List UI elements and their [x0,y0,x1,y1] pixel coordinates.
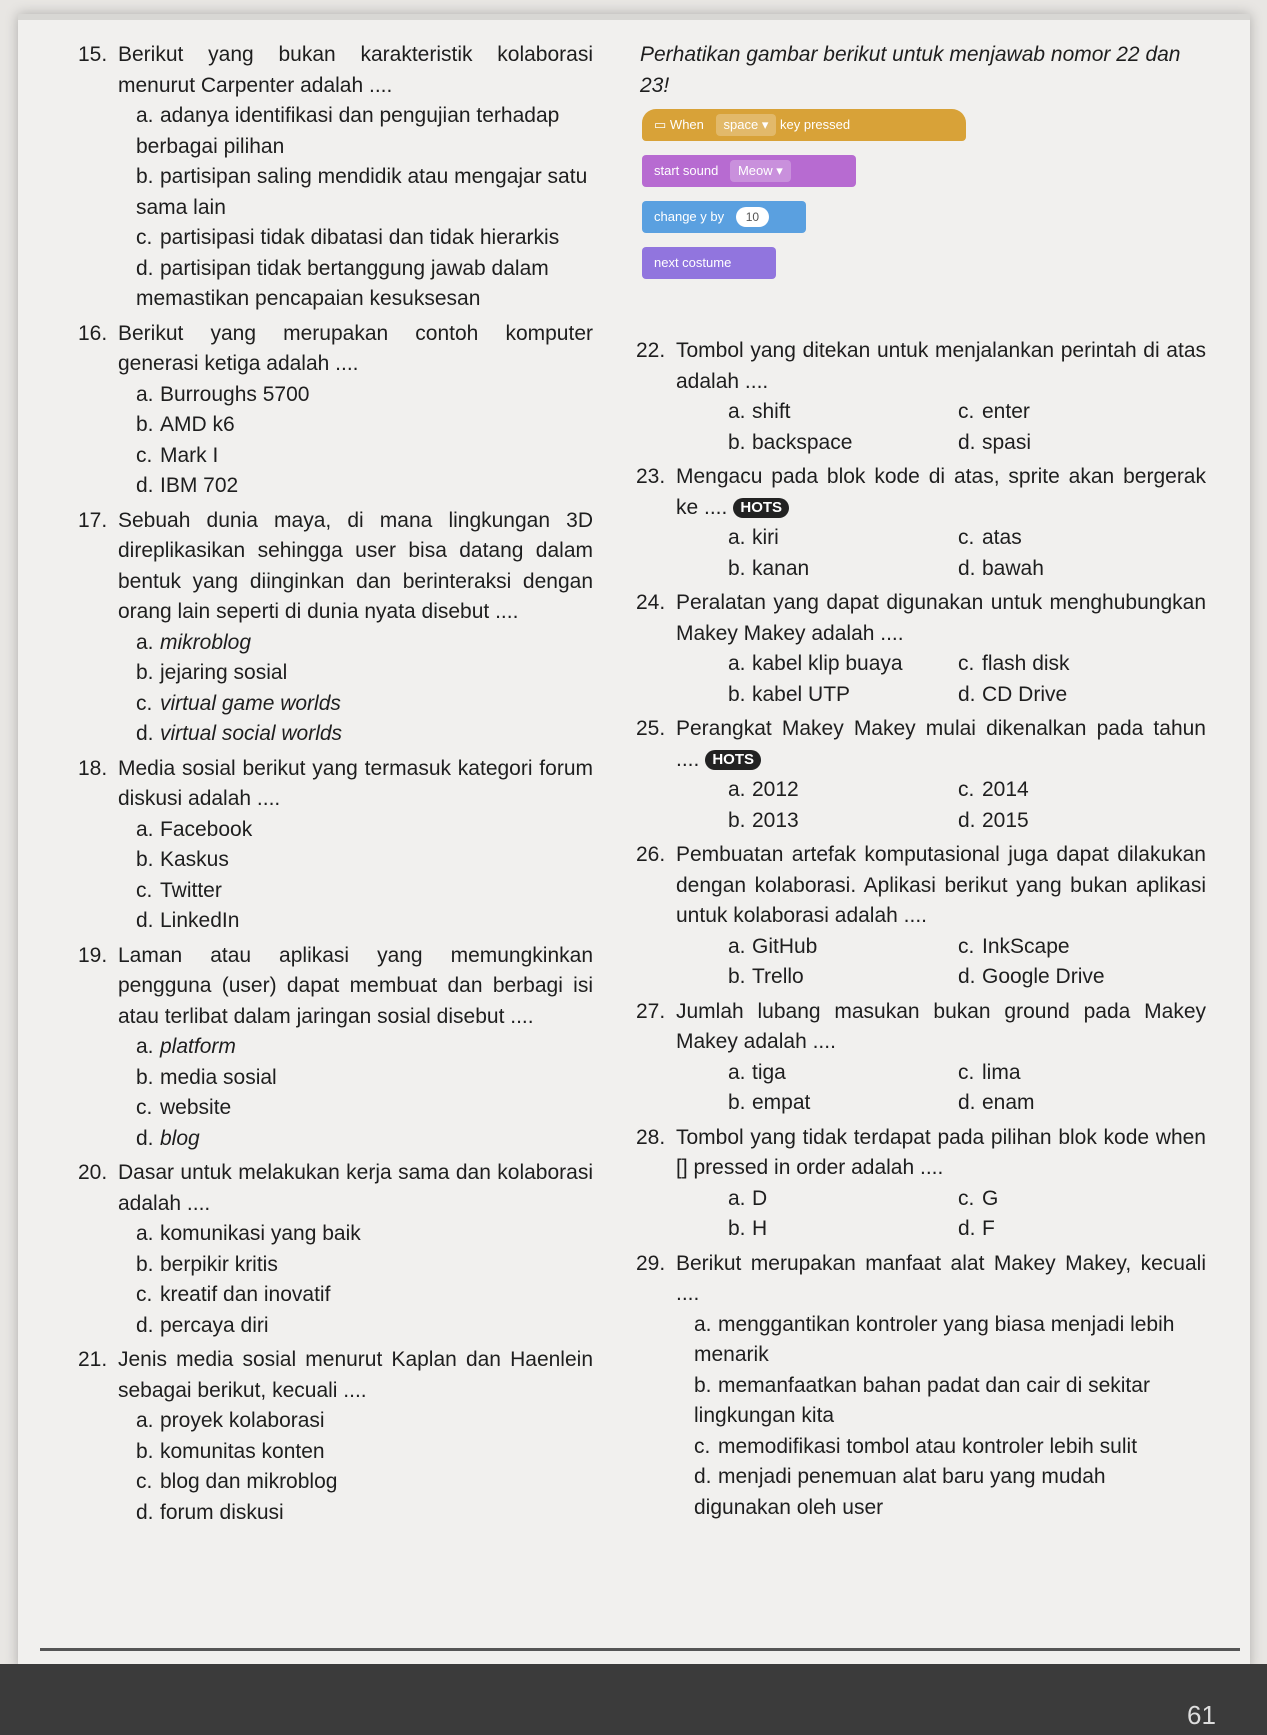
answer-option [728,962,958,993]
option-label: b. [694,1373,712,1397]
answer-options [118,1406,593,1528]
question-text-content: Peralatan yang dapat digunakan untuk menghubungkan Makey Makey adalah .... [676,591,1206,645]
option-text: backspace [752,430,853,454]
option-label: c. [136,1283,153,1306]
question-number: 29. [636,1251,666,1275]
option-label: c. [958,652,975,675]
option-label: b. [136,165,154,188]
change-y-block [642,201,806,233]
option-text: AMD k6 [160,413,235,436]
question-text-content: Tombol yang ditekan untuk menjalankan perintah di atas adalah .... [676,339,1206,393]
question-text-content: Mengacu pada blok kode di atas, sprite akan bergerak ke .... [676,465,1206,519]
answer-option [694,1432,1206,1463]
option-label: b. [728,430,746,454]
option-label: b. [728,556,746,580]
hots-badge: HOTS [733,498,789,518]
change-y-value: 10 [736,207,769,227]
option-label: a. [136,1222,154,1245]
question-text-content: Berikut merupakan manfaat alat Makey Makey, kecuali .... [676,1251,1206,1305]
question-15 [78,40,593,315]
option-label: c. [958,934,975,958]
option-text: GitHub [752,934,818,958]
answer-option [136,689,593,720]
question-22 [636,336,1206,458]
option-label: d. [136,1313,154,1337]
option-text: F [982,1217,995,1240]
option-label: b. [136,661,154,684]
option-label: d. [958,965,976,988]
option-text: komunitas konten [160,1439,325,1463]
sound-dropdown [730,160,791,182]
option-label: b. [728,1091,746,1114]
question-text [676,1249,1206,1310]
answer-option [728,1058,958,1089]
option-label: a. [728,652,746,675]
answer-option [136,254,593,315]
question-24 [636,588,1206,710]
option-label: a. [728,934,746,958]
answer-option [958,649,1206,680]
option-label: c. [958,526,975,549]
answer-option [136,410,593,441]
option-text: 2013 [752,808,799,832]
option-label: a. [728,400,746,423]
answer-options [676,1058,1206,1119]
key-pressed-label: key pressed [780,117,851,132]
option-text: LinkedIn [160,909,240,932]
option-label: d. [136,722,154,745]
question-text-content: Perangkat Makey Makey mulai dikenalkan pada tahun .... [676,717,1206,771]
question-number: 20. [78,1161,108,1184]
option-label: d. [136,256,154,280]
answer-options [118,815,593,937]
option-text: enter [982,400,1030,423]
flag-icon: ▭ [654,117,667,132]
option-label: b. [136,413,154,436]
question-number: 22. [636,339,666,362]
option-text: kiri [752,526,779,549]
question-text [676,336,1206,397]
question-21 [78,1345,593,1528]
option-label: c. [958,1060,975,1084]
answer-option [136,1032,593,1063]
question-20 [78,1158,593,1341]
answer-option [958,962,1206,993]
option-text: komunikasi yang baik [160,1222,361,1245]
figure-instruction: Perhatikan gambar berikut untuk menjawab nomor 22 dan 23! [640,43,1181,97]
answer-option [136,719,593,750]
option-text: menggantikan kontroler yang biasa menjadi lebih menarik [694,1312,1175,1366]
question-number: 19. [78,943,108,967]
option-label: c. [958,1186,975,1210]
option-text: website [160,1096,232,1119]
option-text: lima [982,1060,1021,1084]
answer-option [136,1406,593,1437]
answer-option [136,1093,593,1124]
hots-badge: HOTS [705,750,761,770]
question-28 [636,1123,1206,1245]
question-text [676,714,1206,775]
option-text: Burroughs 5700 [160,382,310,406]
option-text: partisipan tidak bertanggung jawab dalam memastikan pencapaian kesuksesan [136,256,549,310]
option-label: a. [728,778,746,801]
answer-options [118,1219,593,1341]
answer-option [136,1467,593,1498]
option-label: c. [136,443,153,467]
option-text: Twitter [160,878,222,902]
answer-option [136,380,593,411]
option-label: b. [136,848,154,871]
option-label: a. [694,1312,712,1336]
option-text: media sosial [160,1065,277,1089]
start-sound-block [642,155,856,187]
question-text [118,754,593,815]
option-label: d. [136,1500,154,1524]
option-text: virtual social worlds [160,722,343,745]
answer-options [676,523,1206,584]
option-text: Google Drive [982,965,1105,988]
answer-option [728,397,958,428]
answer-option [728,806,958,837]
option-text: platform [160,1035,236,1058]
when-label: When [669,117,704,132]
answer-option [958,775,1206,806]
question-text [676,588,1206,649]
answer-option [958,397,1206,428]
scratch-code-figure [642,109,1206,324]
option-label: c. [136,878,153,902]
question-text-content: Berikut yang merupakan contoh komputer generasi ketiga adalah .... [118,321,593,375]
option-text: blog [160,1126,200,1150]
question-number: 28. [636,1125,666,1149]
question-number: 24. [636,591,666,614]
answer-option [136,845,593,876]
option-label: d. [136,474,154,497]
question-text-content: Pembuatan artefak komputasional juga dapat dilakukan dengan kolaborasi. Aplikasi berikut yang bukan aplikasi untuk kolaborasi adalah .... [676,843,1206,927]
option-label: c. [958,778,975,801]
answer-option [958,428,1206,459]
question-text-content: Media sosial berikut yang termasuk kategori forum diskusi adalah .... [118,756,593,810]
answer-option [958,1214,1206,1245]
option-label: c. [136,1096,153,1119]
question-number: 26. [636,843,666,866]
option-label: a. [728,1186,746,1210]
answer-option [136,223,593,254]
question-text-content: Berikut yang bukan karakteristik kolaborasi menurut Carpenter adalah .... [118,43,593,97]
sound-value: Meow [737,163,773,178]
option-label: d. [136,909,154,932]
start-sound-label: start sound [654,163,719,178]
option-text: virtual game worlds [160,691,341,715]
option-text: empat [752,1091,811,1114]
option-text: Kaskus [160,848,229,871]
option-text: kabel klip buaya [752,652,903,675]
answer-option [958,806,1206,837]
option-label: b. [728,682,746,706]
answer-option [728,523,958,554]
question-text-content: Laman atau aplikasi yang memungkinkan pengguna (user) dapat membuat dan berbagi isi atau terlibat dalam jaringan sosial disebut .... [118,943,593,1028]
option-text: InkScape [982,934,1070,958]
option-label: a. [136,1035,154,1058]
page-number: 61 [1187,1700,1216,1730]
option-text: percaya diri [160,1313,269,1337]
option-label: a. [136,382,154,406]
answer-options [676,775,1206,836]
key-dropdown [716,114,777,136]
answer-option [958,1184,1206,1215]
question-text [676,462,1206,523]
key-value: space [723,117,759,132]
option-text: forum diskusi [160,1500,284,1524]
question-text [676,840,1206,932]
option-text: 2015 [982,808,1029,832]
question-text-content: Dasar untuk melakukan kerja sama dan kolaborasi adalah .... [118,1161,593,1215]
option-text: D [752,1186,768,1210]
option-text: berpikir kritis [160,1252,278,1276]
answer-option [136,1063,593,1094]
answer-option [136,101,593,162]
option-text: enam [982,1091,1035,1114]
option-label: d. [136,1126,154,1150]
option-label: a. [136,817,154,841]
option-label: d. [958,430,976,454]
answer-option [694,1310,1206,1371]
question-19 [78,941,593,1155]
option-text: kanan [752,556,810,580]
option-text: memanfaatkan bahan padat dan cair di sekitar lingkungan kita [694,1373,1150,1427]
question-26 [636,840,1206,993]
question-text [118,941,593,1033]
question-number: 25. [636,717,666,740]
option-label: c. [958,400,975,423]
question-text [676,1123,1206,1184]
option-label: d. [958,1091,976,1114]
answer-option [728,932,958,963]
answer-option [728,1214,958,1245]
option-label: c. [136,691,153,715]
option-text: jejaring sosial [160,661,288,684]
option-text: flash disk [982,652,1070,675]
option-label: d. [958,556,976,580]
answer-option [694,1371,1206,1432]
option-label: a. [136,630,154,654]
answer-option [728,649,958,680]
answer-option [728,1184,958,1215]
question-number: 18. [78,756,108,780]
question-text-content: Tombol yang tidak terdapat pada pilihan blok kode when [] pressed in order adalah .... [676,1125,1206,1179]
option-text: kreatif dan inovatif [160,1283,331,1306]
option-text: mikroblog [160,630,252,654]
answer-option [136,441,593,472]
option-label: a. [136,1409,154,1432]
question-27 [636,997,1206,1119]
answer-options [676,1310,1206,1524]
question-18 [78,754,593,937]
answer-options [118,1032,593,1154]
option-text: partisipan saling mendidik atau mengajar satu sama lain [136,165,588,219]
answer-option [958,1088,1206,1119]
answer-options [118,628,593,750]
answer-option [728,680,958,711]
question-25 [636,714,1206,836]
option-text: CD Drive [982,682,1068,706]
question-text-content: Jenis media sosial menurut Kaplan dan Haenlein sebagai berikut, kecuali .... [118,1348,593,1402]
option-text: Mark I [160,443,219,467]
option-text: partisipasi tidak dibatasi dan tidak hierarkis [160,226,560,249]
option-label: c. [136,226,153,249]
option-text: proyek kolaborasi [160,1409,325,1432]
answer-option [136,1124,593,1155]
answer-option [136,876,593,907]
option-text: adanya identifikasi dan pengujian terhadap berbagai pilihan [136,104,560,158]
question-17 [78,506,593,750]
option-label: d. [958,1217,976,1240]
answer-option [136,815,593,846]
option-label: a. [136,104,154,127]
answer-option [958,554,1206,585]
option-label: b. [136,1252,154,1276]
option-text: memodifikasi tombol atau kontroler lebih sulit [718,1434,1138,1458]
answer-option [136,658,593,689]
question-text-content: Jumlah lubang masukan bukan ground pada Makey Makey adalah .... [676,999,1206,1053]
answer-options [118,380,593,502]
answer-option [728,554,958,585]
answer-option [958,523,1206,554]
option-label: c. [136,1470,153,1493]
option-text: IBM 702 [160,474,239,497]
option-label: d. [958,682,976,706]
question-number: 27. [636,999,666,1023]
answer-option [136,1219,593,1250]
question-text [118,1345,593,1406]
answer-option [136,628,593,659]
answer-option [694,1462,1206,1523]
question-number: 23. [636,465,666,488]
change-y-label: change y by [654,209,725,224]
right-column [636,40,1206,1527]
answer-option [728,775,958,806]
option-text: H [752,1217,768,1240]
answer-option [136,162,593,223]
option-label: b. [728,808,746,832]
answer-option [136,1437,593,1468]
option-text: Trello [752,965,804,988]
answer-option [136,906,593,937]
question-text [118,40,593,101]
option-text: 2014 [982,778,1029,801]
option-label: d. [958,808,976,832]
question-number: 21. [78,1348,108,1371]
option-label: b. [136,1065,154,1089]
answer-option [728,1088,958,1119]
answer-options [676,932,1206,993]
option-text: Facebook [160,817,253,841]
question-number: 15. [78,43,108,66]
next-costume-block [642,247,776,279]
option-text: G [982,1186,999,1210]
option-label: c. [694,1434,711,1458]
option-text: 2012 [752,778,799,801]
option-label: b. [728,1217,746,1240]
option-text: bawah [982,556,1044,580]
chevron-down-icon: ▾ [761,117,769,132]
answer-options [676,397,1206,458]
option-text: atas [982,526,1022,549]
question-23 [636,462,1206,584]
page-bottom-rule [40,1648,1240,1651]
answer-option [136,1250,593,1281]
question-16 [78,319,593,502]
answer-option [136,1311,593,1342]
question-text [676,997,1206,1058]
question-text-content: Sebuah dunia maya, di mana lingkungan 3D direplikasikan sehingga user bisa datang dalam bentuk yang diinginkan dan berinteraksi dengan orang lain seperti di dunia nyata disebut .... [118,508,593,623]
option-label: a. [728,1060,746,1084]
option-text: menjadi penemuan alat baru yang mudah digunakan oleh user [694,1465,1106,1519]
page-bottom-strip [0,1664,1267,1735]
question-number: 17. [78,508,108,532]
option-text: kabel UTP [752,682,851,706]
question-text [118,1158,593,1219]
option-text: blog dan mikroblog [160,1470,338,1493]
question-text [118,319,593,380]
option-text: spasi [982,430,1032,454]
answer-option [958,680,1206,711]
option-label: a. [728,526,746,549]
answer-option [728,428,958,459]
question-number: 16. [78,321,108,345]
answer-option [958,932,1206,963]
answer-option [136,471,593,502]
option-label: b. [728,965,746,988]
left-column [78,40,593,1532]
next-costume-label: next costume [654,255,732,270]
question-text [118,506,593,628]
option-text: shift [752,400,791,423]
option-label: d. [694,1465,712,1488]
answer-options [676,649,1206,710]
chevron-down-icon: ▾ [776,163,783,178]
when-key-pressed-block [642,109,966,141]
question-29 [636,1249,1206,1524]
answer-options [676,1184,1206,1245]
answer-options [118,101,593,315]
answer-option [136,1280,593,1311]
option-text: tiga [752,1060,786,1084]
option-label: b. [136,1439,154,1463]
answer-option [958,1058,1206,1089]
answer-option [136,1498,593,1529]
